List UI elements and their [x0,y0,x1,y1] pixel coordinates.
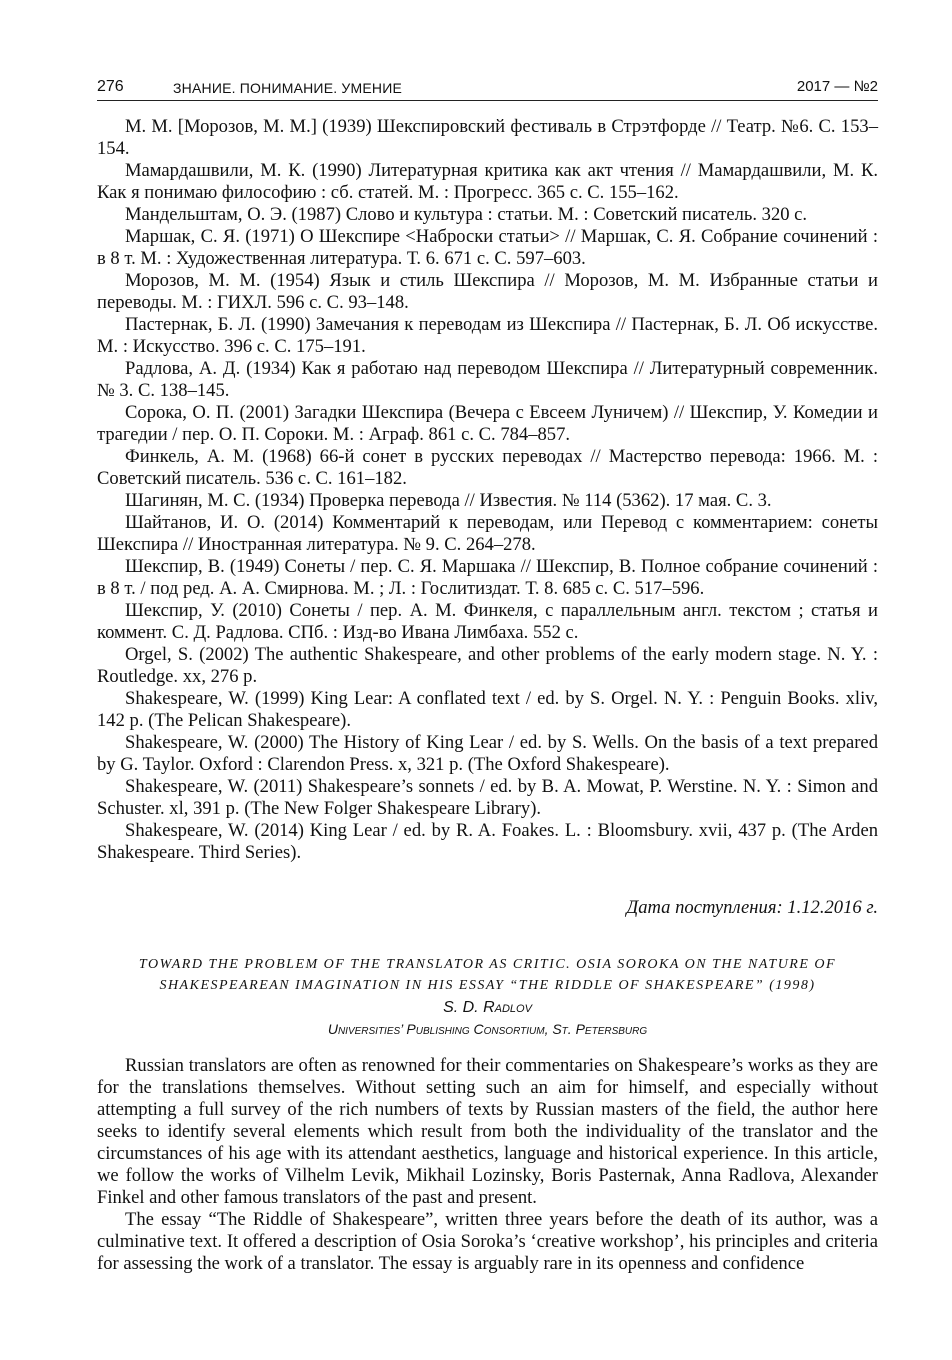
article-title-line: SHAKESPEAREAN IMAGINATION IN HIS ESSAY “THE RIDDLE OF SHAKESPEARE” (1998) [159,978,816,993]
page-number: 276 [97,78,124,95]
reference-item: Шайтанов, И. О. (2014) Комментарий к переводам, или Перевод с комментарием: сонеты Шекспира // Иностранная литература. № 9. С. 264–278. [97,512,878,555]
received-date: Дата поступления: 1.12.2016 г. [626,897,878,918]
abstract [97,1055,878,1275]
abstract-paragraph: Russian translators are often as renowned for their commentaries on Shakespeare’s works as they are for the translations themselves. Without setting such an aim for himself, and especially without attempting a full survey of the rich numbers of texts by Russian masters of the field, the author here seeks to identify several elements which result from both the individuality of the translator and the circumstances of his age with its attendant aesthetics, language and historical experience. In this article, we follow the works of Vilhelm Levik, Mikhail Lozinsky, Boris Pasternak, Anna Radlova, Alexander Finkel and other famous translators of the past and present. [97,1055,878,1208]
reference-item: Пастернак, Б. Л. (1990) Замечания к переводам из Шекспира // Пастернак, Б. Л. Об искусстве. М. : Искусство. 396 с. С. 175–191. [97,314,878,357]
reference-item: Shakespeare, W. (2000) The History of King Lear / ed. by S. Wells. On the basis of a text prepared by G. Taylor. Oxford : Clarendon Press. x, 321 p. (The Oxford Shakespeare). [97,732,878,775]
reference-item: Сорока, О. П. (2001) Загадки Шекспира (Вечера с Евсеем Луничем) // Шекспир, У. Комедии и трагедии / пер. О. П. Сороки. М. : Аграф. 861 с. С. 784–857. [97,402,878,445]
reference-item: Радлова, А. Д. (1934) Как я работаю над переводом Шекспира // Литературный современник. № 3. С. 138–145. [97,358,878,401]
reference-item: Мандельштам, О. Э. (1987) Слово и культура : статьи. М. : Советский писатель. 320 с. [125,204,808,225]
reference-item: М. М. [Морозов, М. М.] (1939) Шекспировский фестиваль в Стрэтфорде // Театр. №6. С. 153–154. [97,116,878,159]
reference-item: Финкель, А. М. (1968) 66-й сонет в русских переводах // Мастерство перевода: 1966. М. : Советский писатель. 536 с. С. 161–182. [97,446,878,489]
reference-item: Orgel, S. (2002) The authentic Shakespeare, and other problems of the early modern stage. N. Y. : Routledge. xx, 276 p. [97,644,878,687]
reference-item: Мамардашвили, М. К. (1990) Литературная критика как акт чтения // Мамардашвили, М. К. Как я понимаю философию : сб. статей. М. : Прогресс. 365 с. С. 155–162. [97,160,878,203]
journal-title: ЗНАНИЕ. ПОНИМАНИЕ. УМЕНИЕ [173,80,403,96]
author-name [97,997,878,1019]
reference-item: Морозов, М. М. (1954) Язык и стиль Шекспира // Морозов, М. М. Избранные статьи и переводы. М. : ГИХЛ. 596 с. С. 93–148. [97,270,878,313]
journal-page [97,72,878,1275]
reference-item: Shakespeare, W. (2014) King Lear / ed. by R. A. Foakes. L. : Bloomsbury. xvii, 437 p. (The Arden Shakespeare. Third Series). [97,820,878,863]
reference-item: Shakespeare, W. (1999) King Lear: A conflated text / ed. by S. Orgel. N. Y. : Penguin Books. xliv, 142 p. (The Pelican Shakespeare). [97,688,878,731]
reference-item: Шагинян, М. С. (1934) Проверка перевода // Известия. № 114 (5362). 17 мая. С. 3. [125,490,772,511]
article-title [97,954,878,996]
author-name-text: S. D. Radlov [443,999,532,1016]
abstract-paragraph: The essay “The Riddle of Shakespeare”, written three years before the death of its author, was a culminative text. It offered a description of Osia Soroka’s ‘creative workshop’, his principles and criteria for assessing the work of a translator. The essay is arguably rare in its openness and confidence [97,1209,878,1274]
reference-item: Шекспир, У. (2010) Сонеты / пер. А. М. Финкеля, с параллельным англ. текстом ; статья и коммент. С. Д. Радлова. СПб. : Изд-во Ивана Лимбаха. 552 с. [97,600,878,643]
article-title-line: TOWARD THE PROBLEM OF THE TRANSLATOR AS CRITIC. OSIA SOROKA ON THE NATURE OF [138,957,837,972]
reference-list [97,116,878,864]
running-header [97,72,878,101]
reference-item: Shakespeare, W. (2011) Shakespeare’s sonnets / ed. by B. A. Mowat, P. Werstine. N. Y. : Simon and Schuster. xl, 391 p. (The New Folger Shakespeare Library). [97,776,878,819]
reference-item: Шекспир, В. (1949) Сонеты / пер. С. Я. Маршака // Шекспир, В. Полное собрание сочинений : в 8 т. / под ред. А. А. Смирнова. М. ; Л. : Гослитиздат. Т. 8. 685 с. С. 517–596. [97,556,878,599]
issue-number: 2017 — №2 [796,78,878,95]
reference-item: Маршак, С. Я. (1971) О Шекспире <Наброски статьи> // Маршак, С. Я. Собрание сочинений : в 8 т. М. : Художественная литература. Т. 6. 671 с. С. 597–603. [97,226,878,269]
author-affiliation: Universities’ Publishing Consortium, St. Petersburg [327,1021,648,1037]
